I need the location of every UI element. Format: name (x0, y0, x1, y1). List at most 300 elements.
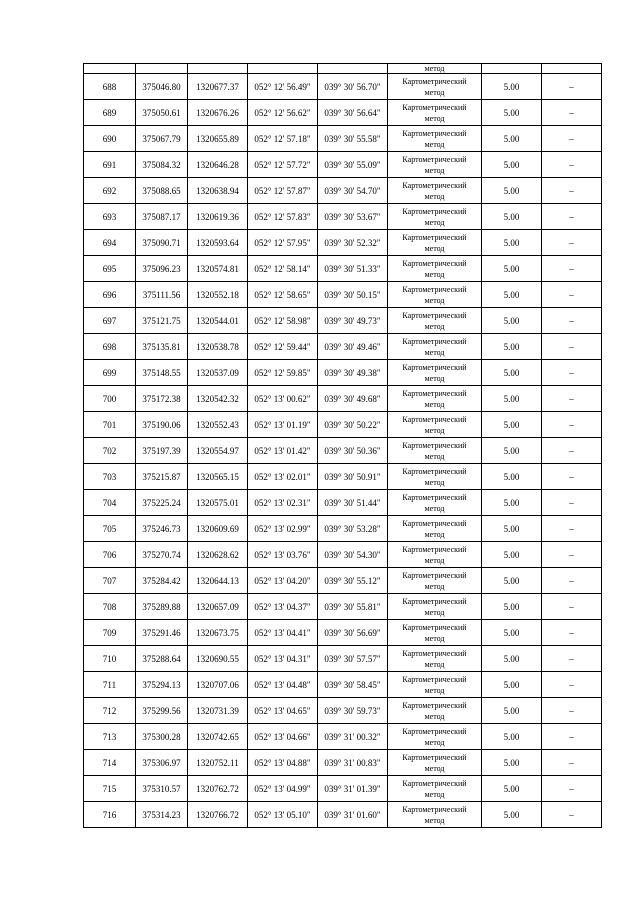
cell-x: 375111.56 (136, 282, 188, 308)
table-row (84, 542, 602, 568)
cell-error: 5.00 (482, 750, 542, 776)
cell-method (388, 698, 482, 724)
cell-note: – (542, 100, 602, 126)
cell-latitude: 052° 12' 58.98" (248, 308, 318, 334)
method-line-2: метод (424, 425, 445, 435)
cell-method (388, 516, 482, 542)
cell-x: 375215.87 (136, 464, 188, 490)
table-row (84, 646, 602, 672)
table-row (84, 620, 602, 646)
cell-x: 375190.06 (136, 412, 188, 438)
cell-note: – (542, 594, 602, 620)
cell-method: метод (388, 64, 482, 74)
cell-latitude: 052° 13' 04.99" (248, 776, 318, 802)
cell-y: 1320657.09 (188, 594, 248, 620)
cell-latitude: 052° 13' 02.99" (248, 516, 318, 542)
method-line-1: Картометрический (402, 596, 467, 606)
cell-point-number: 692 (84, 178, 136, 204)
cell-y: 1320752.11 (188, 750, 248, 776)
method-line-2: метод (424, 451, 445, 461)
cell-point-number: 703 (84, 464, 136, 490)
cell-y: 1320554.97 (188, 438, 248, 464)
cell-longitude: 039° 30' 54.70" (318, 178, 388, 204)
cell-x: 375148.55 (136, 360, 188, 386)
cell-x: 375291.46 (136, 620, 188, 646)
cell-method (388, 724, 482, 750)
cell-note: – (542, 334, 602, 360)
cell-error: 5.00 (482, 646, 542, 672)
cell-point-number: 702 (84, 438, 136, 464)
cell-error: 5.00 (482, 516, 542, 542)
cell-longitude: 039° 30' 53.28" (318, 516, 388, 542)
cell-note: – (542, 282, 602, 308)
cell-method (388, 386, 482, 412)
cell-error: 5.00 (482, 204, 542, 230)
cell-latitude: 052° 13' 04.31" (248, 646, 318, 672)
cell-y: 1320552.18 (188, 282, 248, 308)
table-row (84, 490, 602, 516)
cell-x: 375314.23 (136, 802, 188, 828)
cell-point-number: 697 (84, 308, 136, 334)
cell-latitude: 052° 12' 58.14" (248, 256, 318, 282)
method-line-2: метод (424, 165, 445, 175)
method-line-2: метод (424, 269, 445, 279)
cell-x: 375087.17 (136, 204, 188, 230)
cell-longitude: 039° 30' 50.22" (318, 412, 388, 438)
cell-y: 1320609.69 (188, 516, 248, 542)
method-line-2: метод (424, 113, 445, 123)
method-line-1: Картометрический (402, 752, 467, 762)
cell-method (388, 438, 482, 464)
cell-method (388, 100, 482, 126)
cell-y: 1320742.65 (188, 724, 248, 750)
cell-longitude: 039° 30' 49.68" (318, 386, 388, 412)
cell-longitude: 039° 30' 49.38" (318, 360, 388, 386)
cell-y: 1320574.81 (188, 256, 248, 282)
cell-note: – (542, 464, 602, 490)
cell-x: 375046.80 (136, 74, 188, 100)
cell-point-number: 694 (84, 230, 136, 256)
cell-latitude: 052° 13' 05.10" (248, 802, 318, 828)
cell-y: 1320731.39 (188, 698, 248, 724)
table-row (84, 516, 602, 542)
table-row (84, 256, 602, 282)
cell-longitude: 039° 30' 59.73" (318, 698, 388, 724)
cell-error: 5.00 (482, 126, 542, 152)
cell-latitude: 052° 13' 02.31" (248, 490, 318, 516)
cell-note: – (542, 74, 602, 100)
table-row (84, 698, 602, 724)
method-line-2: метод (424, 243, 445, 253)
table-row (84, 308, 602, 334)
cell-latitude: 052° 13' 03.76" (248, 542, 318, 568)
cell-note: – (542, 724, 602, 750)
cell-note: – (542, 386, 602, 412)
cell-longitude: 039° 31' 00.83" (318, 750, 388, 776)
cell-x: 375270.74 (136, 542, 188, 568)
cell-longitude: 039° 30' 50.15" (318, 282, 388, 308)
cell-point-number: 714 (84, 750, 136, 776)
cell-latitude: 052° 12' 59.85" (248, 360, 318, 386)
method-line-1: Картометрический (402, 76, 467, 86)
cell-note: – (542, 438, 602, 464)
cell-note: – (542, 308, 602, 334)
cell-note: – (542, 230, 602, 256)
table-row (84, 412, 602, 438)
cell-longitude: 039° 30' 56.64" (318, 100, 388, 126)
cell-point-number: 699 (84, 360, 136, 386)
cell-method (388, 152, 482, 178)
method-line-1: Картометрический (402, 674, 467, 684)
cell-x: 375299.56 (136, 698, 188, 724)
cell-longitude: 039° 30' 56.70" (318, 74, 388, 100)
cell-method (388, 464, 482, 490)
cell-method (388, 282, 482, 308)
cell-longitude: 039° 30' 51.33" (318, 256, 388, 282)
table-row (84, 776, 602, 802)
cell-latitude: 052° 13' 01.42" (248, 438, 318, 464)
cell-point-number: 689 (84, 100, 136, 126)
table-row (84, 438, 602, 464)
cell-x: 375135.81 (136, 334, 188, 360)
cell-note: – (542, 204, 602, 230)
cell-x: 375050.61 (136, 100, 188, 126)
cell-error: 5.00 (482, 776, 542, 802)
cell-latitude: 052° 12' 57.95" (248, 230, 318, 256)
method-line-2: метод (424, 581, 445, 591)
cell-longitude: 039° 31' 01.39" (318, 776, 388, 802)
cell-point-number: 695 (84, 256, 136, 282)
cell-x: 375294.13 (136, 672, 188, 698)
cell-method (388, 542, 482, 568)
cell-latitude: 052° 12' 59.44" (248, 334, 318, 360)
cell-point-number: 712 (84, 698, 136, 724)
table-row (84, 802, 602, 828)
cell-x: 375088.65 (136, 178, 188, 204)
cell-x: 375172.38 (136, 386, 188, 412)
method-line-1: Картометрический (402, 128, 467, 138)
cell-y (188, 64, 248, 74)
cell-y: 1320707.06 (188, 672, 248, 698)
table-row (84, 386, 602, 412)
method-line-1: Картометрический (402, 102, 467, 112)
cell-x: 375096.23 (136, 256, 188, 282)
method-line-1: Картометрический (402, 180, 467, 190)
cell-y: 1320628.62 (188, 542, 248, 568)
method-line-2: метод (424, 789, 445, 799)
cell-method (388, 256, 482, 282)
cell-x: 375300.28 (136, 724, 188, 750)
cell-longitude: 039° 30' 55.09" (318, 152, 388, 178)
cell-latitude: 052° 13' 00.62" (248, 386, 318, 412)
cell-note: – (542, 412, 602, 438)
cell-error: 5.00 (482, 256, 542, 282)
method-line-2: метод (424, 659, 445, 669)
cell-longitude: 039° 30' 53.67" (318, 204, 388, 230)
cell-point-number: 700 (84, 386, 136, 412)
cell-note: – (542, 516, 602, 542)
cell-error: 5.00 (482, 360, 542, 386)
cell-point-number (84, 64, 136, 74)
cell-point-number: 690 (84, 126, 136, 152)
table-row (84, 594, 602, 620)
cell-error: 5.00 (482, 152, 542, 178)
cell-error (482, 64, 542, 74)
method-line-2: метод (424, 607, 445, 617)
table-row (84, 724, 602, 750)
cell-error: 5.00 (482, 230, 542, 256)
cell-error: 5.00 (482, 724, 542, 750)
cell-y: 1320542.32 (188, 386, 248, 412)
cell-y: 1320690.55 (188, 646, 248, 672)
cell-longitude: 039° 30' 57.57" (318, 646, 388, 672)
method-line-1: Картометрический (402, 622, 467, 632)
cell-point-number: 688 (84, 74, 136, 100)
cell-latitude: 052° 13' 04.20" (248, 568, 318, 594)
cell-latitude: 052° 13' 02.01" (248, 464, 318, 490)
cell-y: 1320676.26 (188, 100, 248, 126)
method-line-1: Картометрический (402, 258, 467, 268)
cell-y: 1320638.94 (188, 178, 248, 204)
method-line-2: метод (424, 87, 445, 97)
cell-note: – (542, 698, 602, 724)
cell-x: 375225.24 (136, 490, 188, 516)
cell-point-number: 706 (84, 542, 136, 568)
cell-error: 5.00 (482, 672, 542, 698)
cell-y: 1320619.36 (188, 204, 248, 230)
cell-method (388, 620, 482, 646)
method-line-2: метод (424, 139, 445, 149)
cell-method (388, 568, 482, 594)
table-row (84, 568, 602, 594)
cell-latitude: 052° 13' 04.41" (248, 620, 318, 646)
cell-y: 1320646.28 (188, 152, 248, 178)
cell-latitude: 052° 12' 57.87" (248, 178, 318, 204)
cell-y: 1320565.15 (188, 464, 248, 490)
cell-latitude: 052° 12' 56.49" (248, 74, 318, 100)
cell-x: 375090.71 (136, 230, 188, 256)
cell-point-number: 713 (84, 724, 136, 750)
cell-note: – (542, 126, 602, 152)
method-line-1: Картометрический (402, 804, 467, 814)
cell-x: 375289.88 (136, 594, 188, 620)
cell-y: 1320762.72 (188, 776, 248, 802)
cell-x (136, 64, 188, 74)
cell-longitude: 039° 30' 50.36" (318, 438, 388, 464)
method-line-2: метод (424, 529, 445, 539)
cell-point-number: 711 (84, 672, 136, 698)
cell-error: 5.00 (482, 412, 542, 438)
cell-point-number: 710 (84, 646, 136, 672)
method-line-2: метод (424, 477, 445, 487)
method-line-1: Картометрический (402, 362, 467, 372)
cell-longitude: 039° 30' 49.46" (318, 334, 388, 360)
method-line-2: метод (424, 399, 445, 409)
cell-y: 1320575.01 (188, 490, 248, 516)
cell-longitude: 039° 31' 00.32" (318, 724, 388, 750)
cell-latitude: 052° 13' 04.48" (248, 672, 318, 698)
method-line-1: Картометрический (402, 778, 467, 788)
method-line-2: метод (424, 373, 445, 383)
cell-error: 5.00 (482, 594, 542, 620)
cell-method (388, 646, 482, 672)
method-line-2: метод (424, 321, 445, 331)
table-row (84, 282, 602, 308)
cell-method (388, 672, 482, 698)
cell-latitude: 052° 12' 57.18" (248, 126, 318, 152)
method-line-1: Картометрический (402, 284, 467, 294)
table-row (84, 464, 602, 490)
cell-note (542, 64, 602, 74)
cell-note: – (542, 620, 602, 646)
cell-method (388, 178, 482, 204)
method-line-1: Картометрический (402, 544, 467, 554)
cell-point-number: 698 (84, 334, 136, 360)
cell-x: 375121.75 (136, 308, 188, 334)
cell-note: – (542, 646, 602, 672)
cell-note: – (542, 178, 602, 204)
cell-error: 5.00 (482, 620, 542, 646)
cell-latitude: 052° 13' 04.65" (248, 698, 318, 724)
cell-error: 5.00 (482, 490, 542, 516)
cell-point-number: 691 (84, 152, 136, 178)
cell-error: 5.00 (482, 74, 542, 100)
cell-method (388, 802, 482, 828)
cell-y: 1320766.72 (188, 802, 248, 828)
table-row (84, 178, 602, 204)
cell-y: 1320544.01 (188, 308, 248, 334)
cell-latitude: 052° 12' 57.72" (248, 152, 318, 178)
cell-error: 5.00 (482, 464, 542, 490)
method-line-2: метод (424, 503, 445, 513)
method-line-2: метод (424, 217, 445, 227)
cell-point-number: 708 (84, 594, 136, 620)
cell-error: 5.00 (482, 698, 542, 724)
cell-y: 1320655.89 (188, 126, 248, 152)
cell-x: 375306.97 (136, 750, 188, 776)
method-line-1: Картометрический (402, 570, 467, 580)
cell-method (388, 490, 482, 516)
cell-longitude: 039° 31' 01.60" (318, 802, 388, 828)
cell-note: – (542, 802, 602, 828)
table-row (84, 360, 602, 386)
cell-latitude: 052° 12' 57.83" (248, 204, 318, 230)
table-row (84, 74, 602, 100)
table-row (84, 334, 602, 360)
cell-x: 375067.79 (136, 126, 188, 152)
cell-longitude: 039° 30' 51.44" (318, 490, 388, 516)
cell-point-number: 705 (84, 516, 136, 542)
cell-error: 5.00 (482, 802, 542, 828)
cell-y: 1320538.78 (188, 334, 248, 360)
cell-method (388, 230, 482, 256)
cell-latitude: 052° 13' 04.37" (248, 594, 318, 620)
cell-note: – (542, 256, 602, 282)
table-row (84, 152, 602, 178)
cell-method (388, 776, 482, 802)
method-line-1: Картометрический (402, 336, 467, 346)
cell-longitude (318, 64, 388, 74)
cell-point-number: 704 (84, 490, 136, 516)
cell-method (388, 308, 482, 334)
method-line-1: Картометрический (402, 440, 467, 450)
table-row (84, 672, 602, 698)
cell-method (388, 204, 482, 230)
table-row (84, 204, 602, 230)
cell-error: 5.00 (482, 178, 542, 204)
method-line-1: Картометрический (402, 726, 467, 736)
cell-y: 1320644.13 (188, 568, 248, 594)
cell-longitude: 039° 30' 58.45" (318, 672, 388, 698)
cell-note: – (542, 568, 602, 594)
cell-note: – (542, 750, 602, 776)
cell-longitude: 039° 30' 55.81" (318, 594, 388, 620)
cell-latitude (248, 64, 318, 74)
cell-longitude: 039° 30' 49.73" (318, 308, 388, 334)
cell-error: 5.00 (482, 568, 542, 594)
method-line-1: Картометрический (402, 466, 467, 476)
method-line-1: Картометрический (402, 414, 467, 424)
cell-y: 1320677.37 (188, 74, 248, 100)
table-row (84, 100, 602, 126)
method-line-2: метод (424, 633, 445, 643)
cell-latitude: 052° 13' 01.19" (248, 412, 318, 438)
method-line-2: метод (424, 347, 445, 357)
cell-method (388, 334, 482, 360)
cell-x: 375197.39 (136, 438, 188, 464)
method-line-2: метод (424, 191, 445, 201)
cell-x: 375084.32 (136, 152, 188, 178)
cell-method (388, 750, 482, 776)
table-row-continuation (84, 64, 602, 74)
cell-x: 375288.64 (136, 646, 188, 672)
method-line-1: Картометрический (402, 518, 467, 528)
cell-y: 1320537.09 (188, 360, 248, 386)
cell-longitude: 039° 30' 56.69" (318, 620, 388, 646)
cell-error: 5.00 (482, 100, 542, 126)
method-line-1: Картометрический (402, 206, 467, 216)
method-line-1: Картометрический (402, 154, 467, 164)
method-line-1: Картометрический (402, 648, 467, 658)
cell-point-number: 693 (84, 204, 136, 230)
cell-latitude: 052° 13' 04.66" (248, 724, 318, 750)
cell-error: 5.00 (482, 438, 542, 464)
cell-y: 1320673.75 (188, 620, 248, 646)
cell-longitude: 039° 30' 55.12" (318, 568, 388, 594)
cell-latitude: 052° 12' 58.65" (248, 282, 318, 308)
table-row (84, 750, 602, 776)
cell-method (388, 412, 482, 438)
cell-longitude: 039° 30' 55.58" (318, 126, 388, 152)
cell-latitude: 052° 12' 56.62" (248, 100, 318, 126)
cell-note: – (542, 152, 602, 178)
cell-point-number: 696 (84, 282, 136, 308)
method-line-1: Картометрический (402, 388, 467, 398)
table-row (84, 126, 602, 152)
method-line-1: Картометрический (402, 310, 467, 320)
cell-method (388, 74, 482, 100)
cell-longitude: 039° 30' 50.91" (318, 464, 388, 490)
cell-error: 5.00 (482, 542, 542, 568)
cell-method (388, 360, 482, 386)
cell-point-number: 707 (84, 568, 136, 594)
cell-error: 5.00 (482, 308, 542, 334)
cell-longitude: 039° 30' 52.32" (318, 230, 388, 256)
cell-note: – (542, 776, 602, 802)
cell-y: 1320552.43 (188, 412, 248, 438)
cell-error: 5.00 (482, 386, 542, 412)
method-line-2: метод (424, 295, 445, 305)
